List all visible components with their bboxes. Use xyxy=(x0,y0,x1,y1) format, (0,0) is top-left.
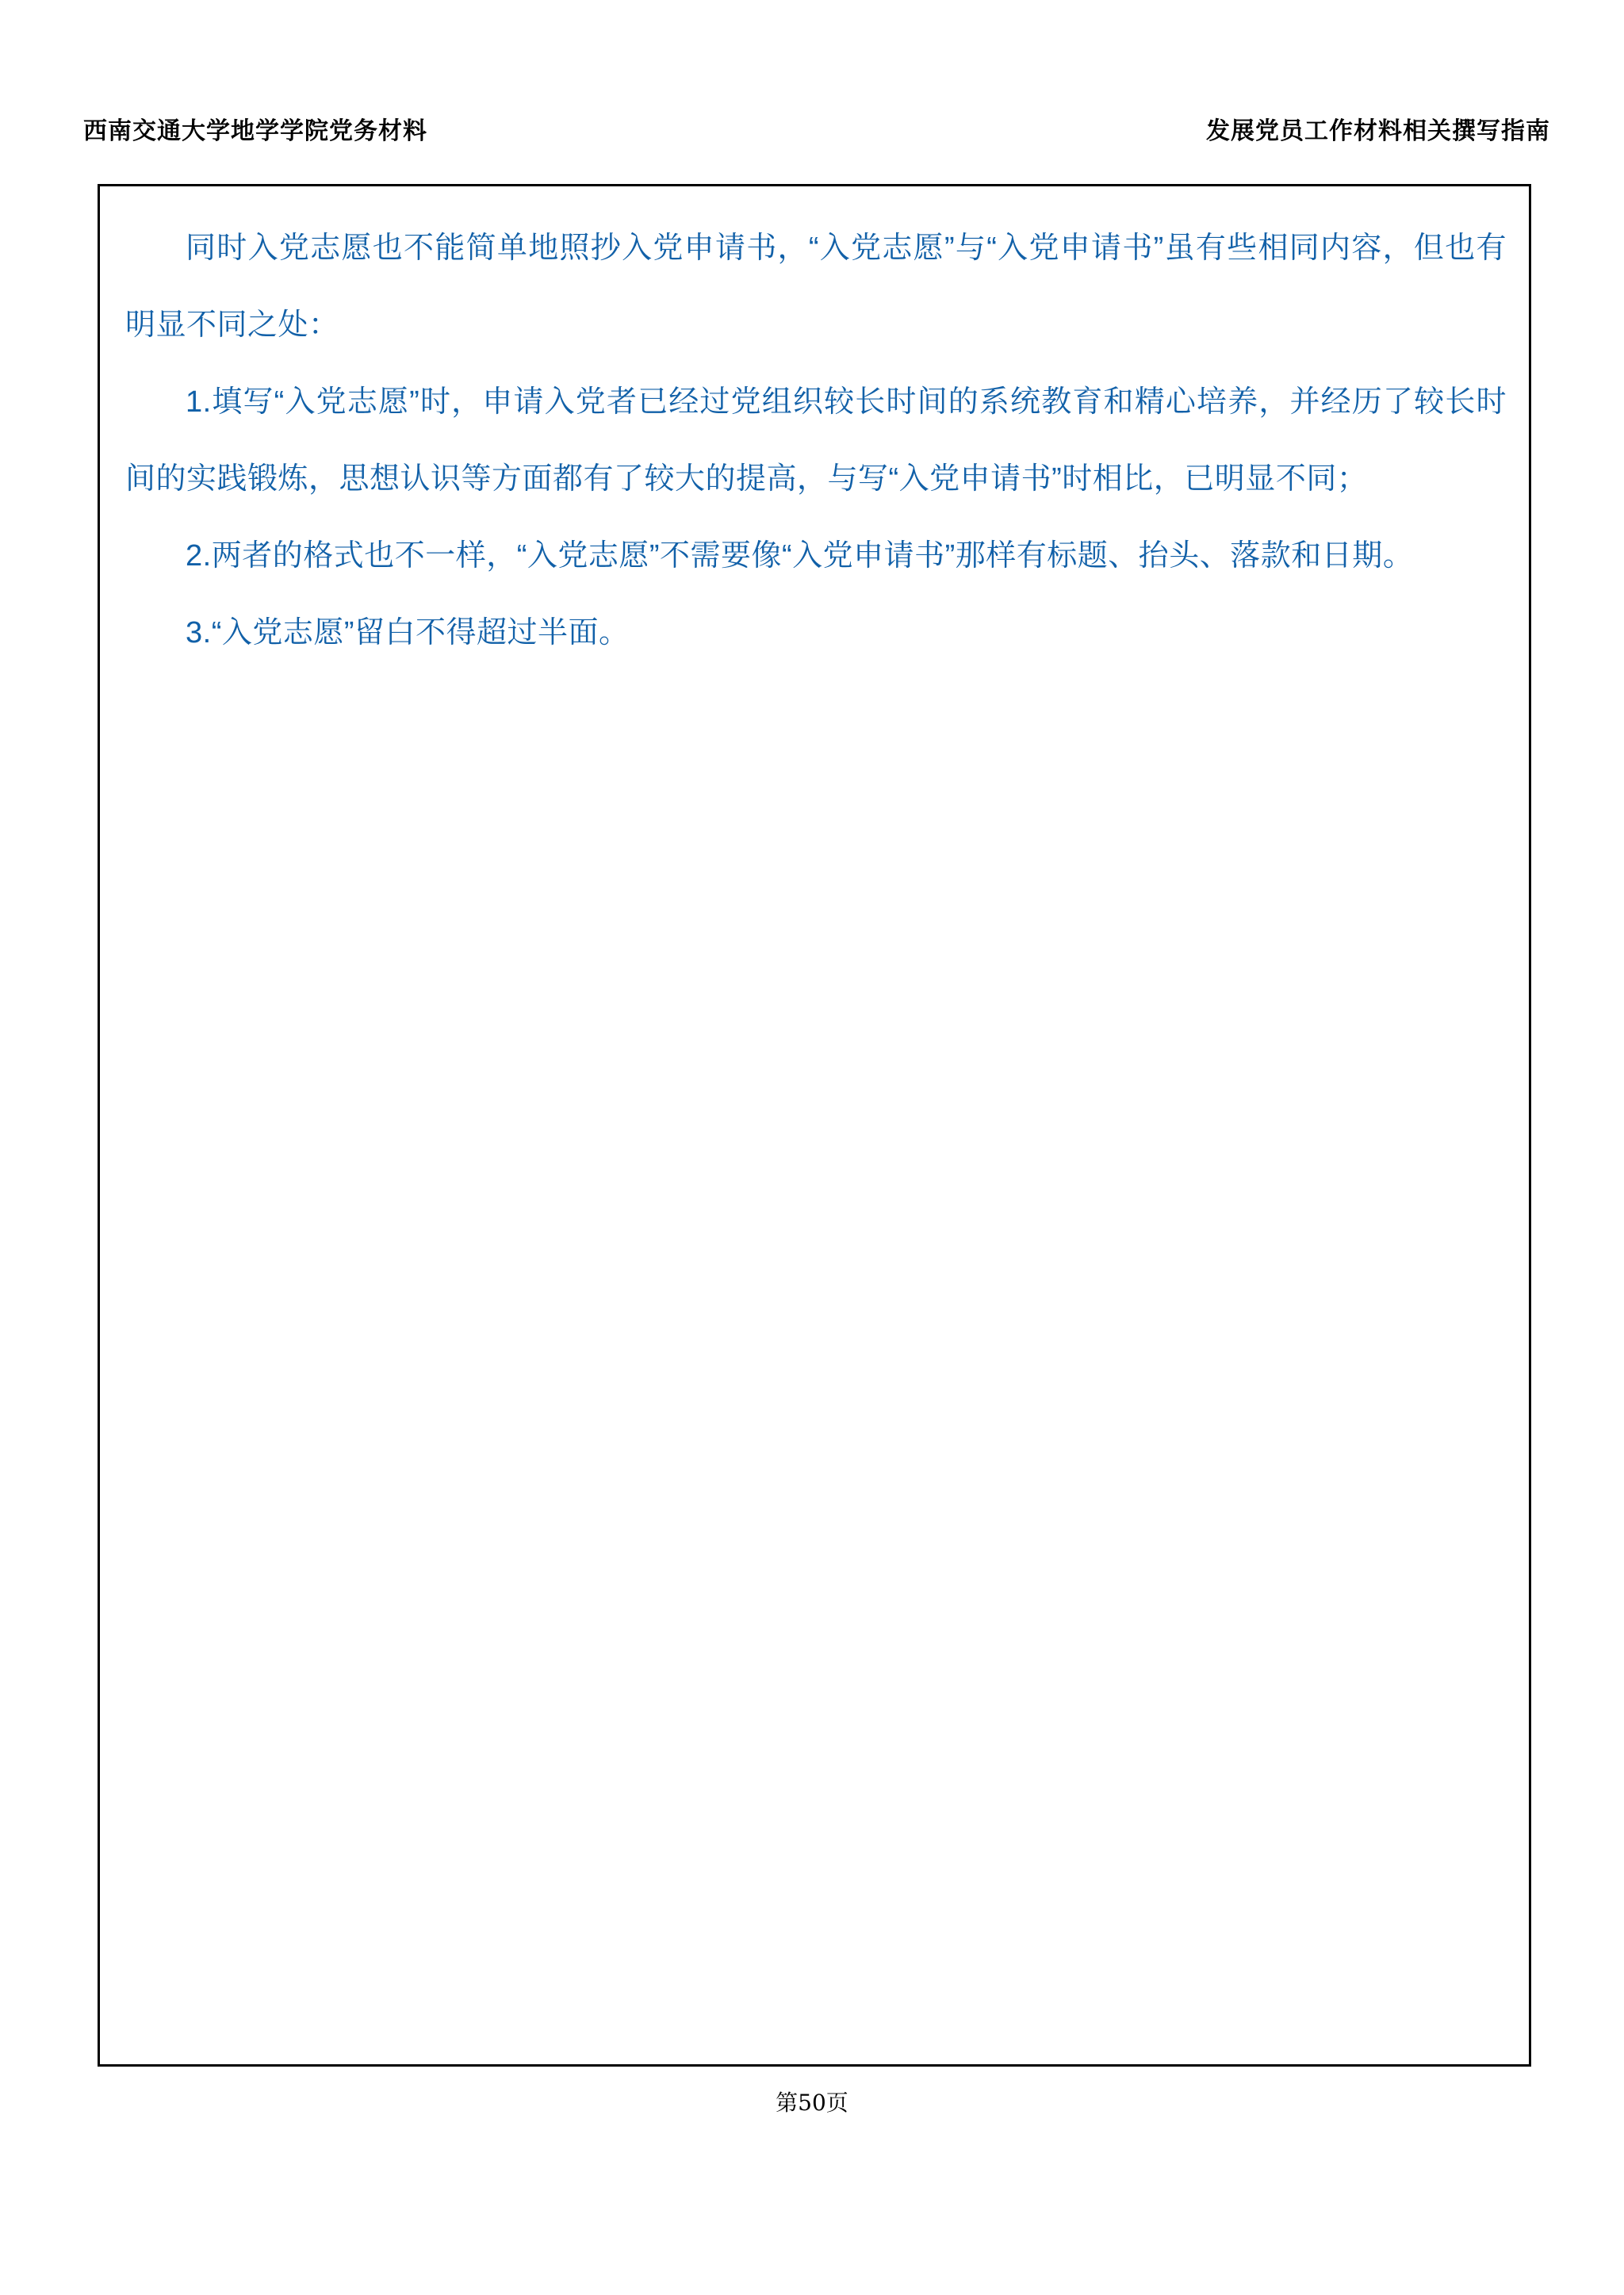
content-frame xyxy=(98,184,1531,2067)
paragraph-1: 同时入党志愿也不能简单地照抄入党申请书，“入党志愿”与“入党申请书”虽有些相同内容，但也有明显不同之处： xyxy=(125,232,1507,342)
header-right-title: 发展党员工作材料相关撰写指南 xyxy=(1206,117,1550,145)
paragraph-2: 1.填写“入党志愿”时，申请入党者已经过党组织较长时间的系统教育和精心培养，并经历了较长时间的实践锻炼，思想认识等方面都有了较大的提高，与写“入党申请书”时相比，已明显不同； xyxy=(125,385,1507,496)
page-footer xyxy=(0,2086,1624,2117)
paragraph-4: 3.“入党志愿”留白不得超过半面。 xyxy=(186,616,630,649)
body-text xyxy=(125,210,1507,672)
page-header xyxy=(83,111,1550,146)
paragraph-3: 2.两者的格式也不一样，“入党志愿”不需要像“入党申请书”那样有标题、抬头、落款和日期。 xyxy=(186,539,1414,573)
page-number: 第50页 xyxy=(776,2090,848,2116)
header-left-title: 西南交通大学地学学院党务材料 xyxy=(83,117,427,145)
